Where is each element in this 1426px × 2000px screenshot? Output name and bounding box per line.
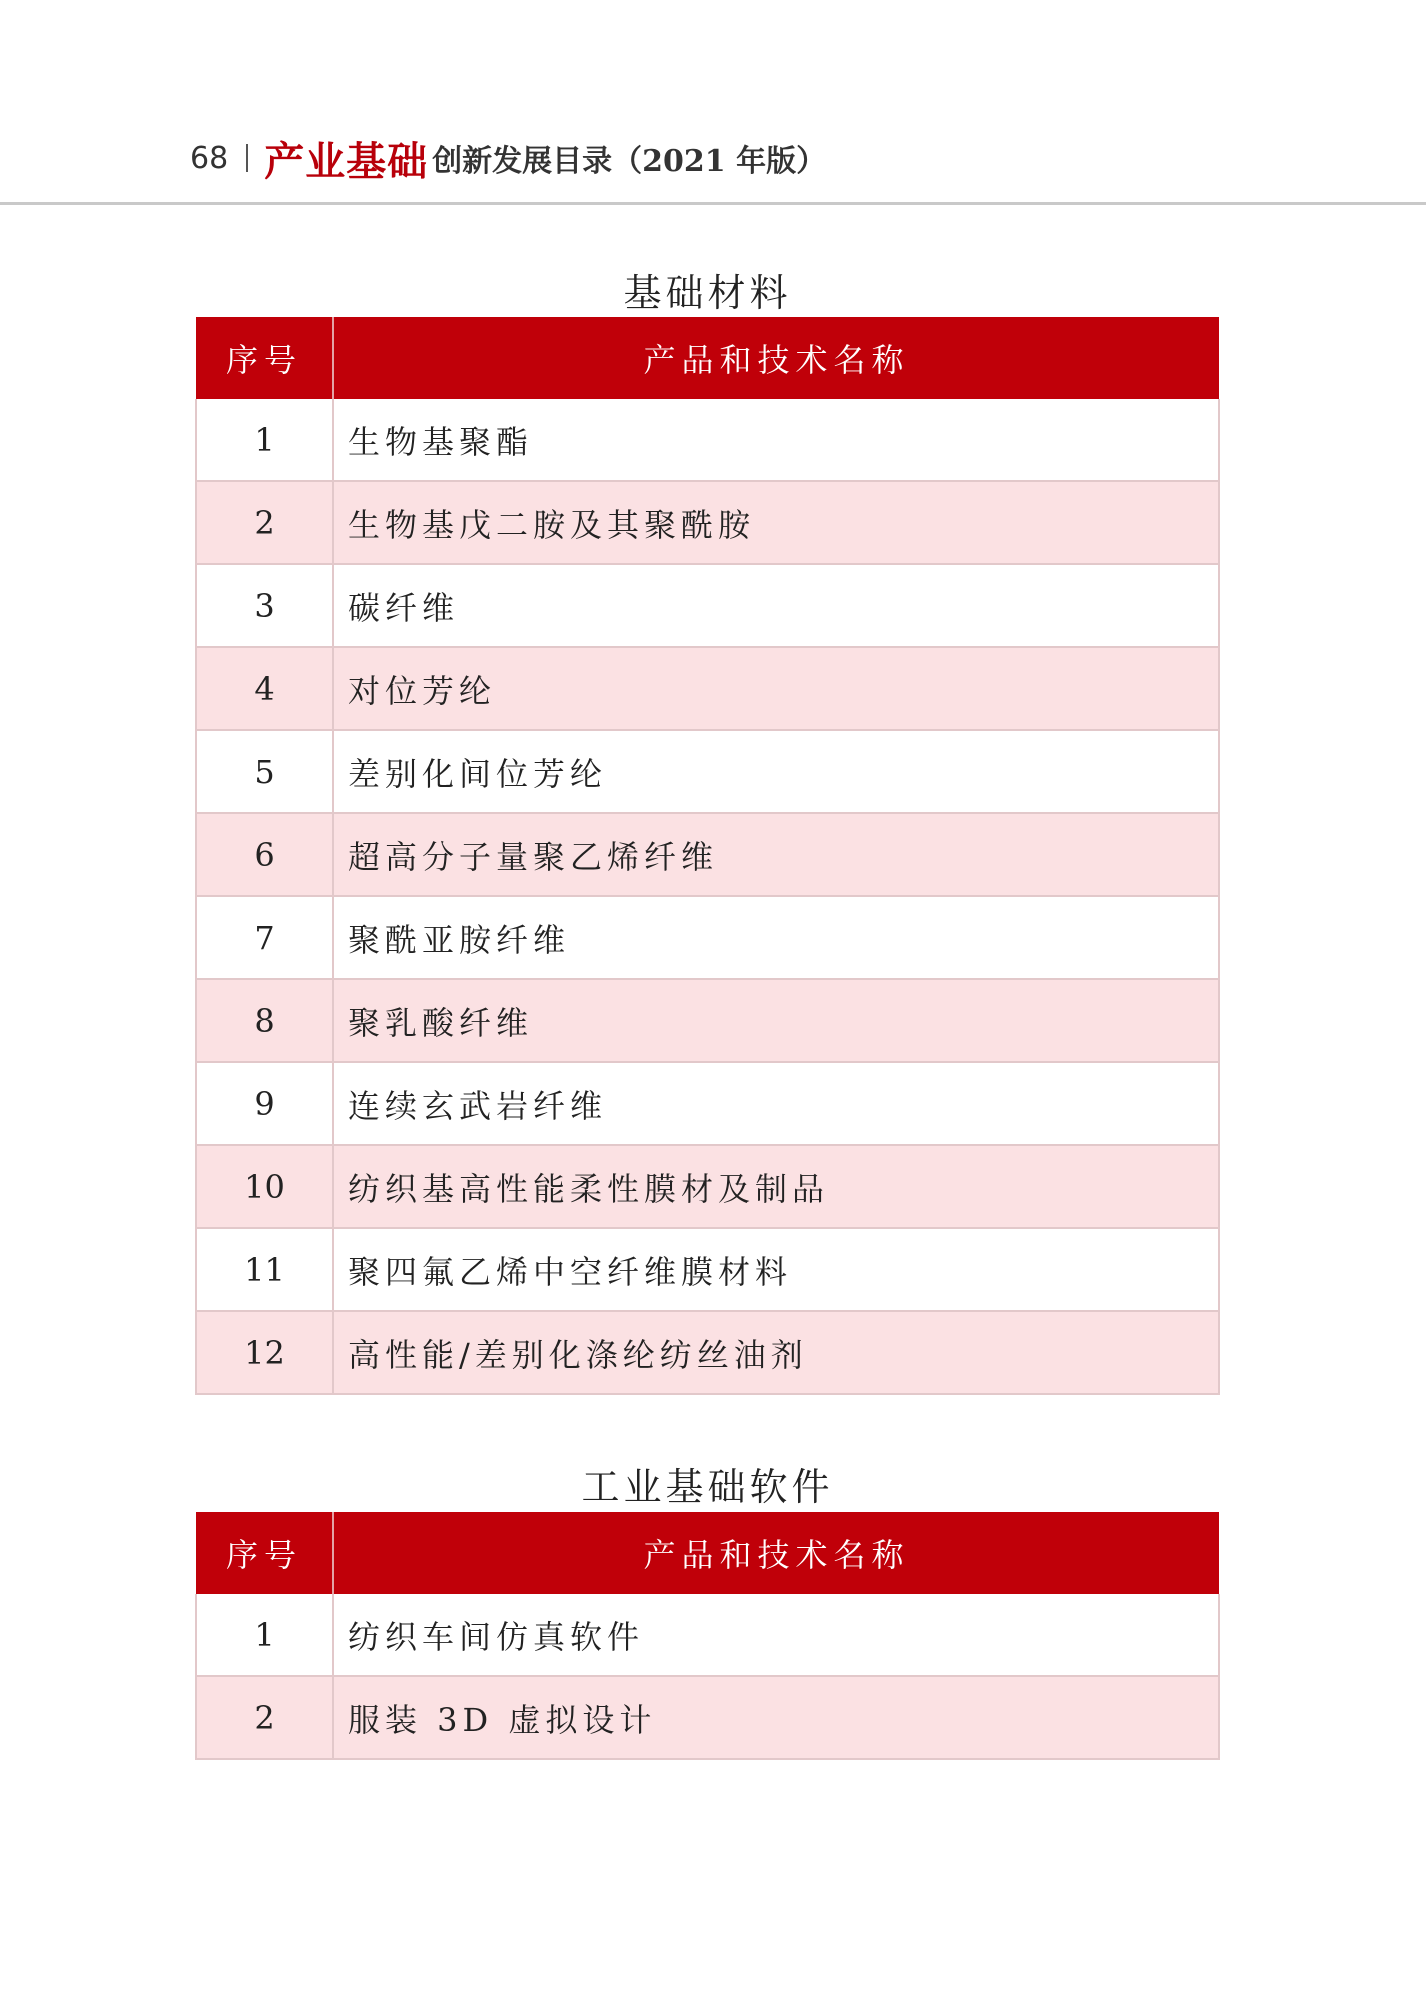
header-rule — [0, 202, 1426, 205]
page-number: 68 — [190, 140, 229, 176]
table-basic-materials — [195, 317, 1220, 1395]
table-row — [196, 813, 1219, 896]
row-number: 3 — [196, 564, 333, 647]
row-number: 1 — [196, 1594, 333, 1676]
row-name: 碳纤维 — [333, 564, 1219, 647]
row-name: 服装 3D 虚拟设计 — [333, 1676, 1219, 1759]
table-row — [196, 647, 1219, 730]
table-header-row — [196, 317, 1219, 399]
row-name: 纺织基高性能柔性膜材及制品 — [333, 1145, 1219, 1228]
row-number: 4 — [196, 647, 333, 730]
row-number: 8 — [196, 979, 333, 1062]
column-header-name: 产品和技术名称 — [333, 317, 1219, 399]
table-row — [196, 564, 1219, 647]
row-number: 7 — [196, 896, 333, 979]
row-number: 10 — [196, 1145, 333, 1228]
row-number: 1 — [196, 399, 333, 481]
table-row — [196, 1062, 1219, 1145]
row-name: 聚乳酸纤维 — [333, 979, 1219, 1062]
section-title-basic-materials: 基础材料 — [623, 271, 792, 315]
book-title-highlight: 产业基础 — [264, 137, 429, 185]
section-title-industrial-software: 工业基础软件 — [581, 1465, 834, 1509]
table-row — [196, 399, 1219, 481]
row-number: 9 — [196, 1062, 333, 1145]
table-row — [196, 481, 1219, 564]
row-number: 12 — [196, 1311, 333, 1394]
row-name: 纺织车间仿真软件 — [333, 1594, 1219, 1676]
row-name: 连续玄武岩纤维 — [333, 1062, 1219, 1145]
column-header-no: 序号 — [196, 1512, 333, 1594]
row-name: 生物基聚酯 — [333, 399, 1219, 481]
row-number: 11 — [196, 1228, 333, 1311]
row-name: 高性能/差别化涤纶纺丝油剂 — [333, 1311, 1219, 1394]
table-row — [196, 1676, 1219, 1759]
header-separator — [246, 144, 248, 172]
table-header-row — [196, 1512, 1219, 1594]
row-name: 生物基戊二胺及其聚酰胺 — [333, 481, 1219, 564]
table-industrial-software — [195, 1512, 1220, 1760]
book-title-rest: 创新发展目录（2021 年版） — [432, 144, 827, 179]
row-name: 超高分子量聚乙烯纤维 — [333, 813, 1219, 896]
table-row — [196, 896, 1219, 979]
table-row — [196, 1145, 1219, 1228]
row-name: 差别化间位芳纶 — [333, 730, 1219, 813]
column-header-no: 序号 — [196, 317, 333, 399]
row-number: 2 — [196, 481, 333, 564]
page-header — [190, 128, 826, 188]
row-number: 6 — [196, 813, 333, 896]
table-row — [196, 1311, 1219, 1394]
table-row — [196, 1228, 1219, 1311]
column-header-name: 产品和技术名称 — [333, 1512, 1219, 1594]
row-number: 5 — [196, 730, 333, 813]
table-row — [196, 979, 1219, 1062]
row-name: 聚四氟乙烯中空纤维膜材料 — [333, 1228, 1219, 1311]
row-name: 聚酰亚胺纤维 — [333, 896, 1219, 979]
row-number: 2 — [196, 1676, 333, 1759]
table-row — [196, 730, 1219, 813]
table-row — [196, 1594, 1219, 1676]
row-name: 对位芳纶 — [333, 647, 1219, 730]
